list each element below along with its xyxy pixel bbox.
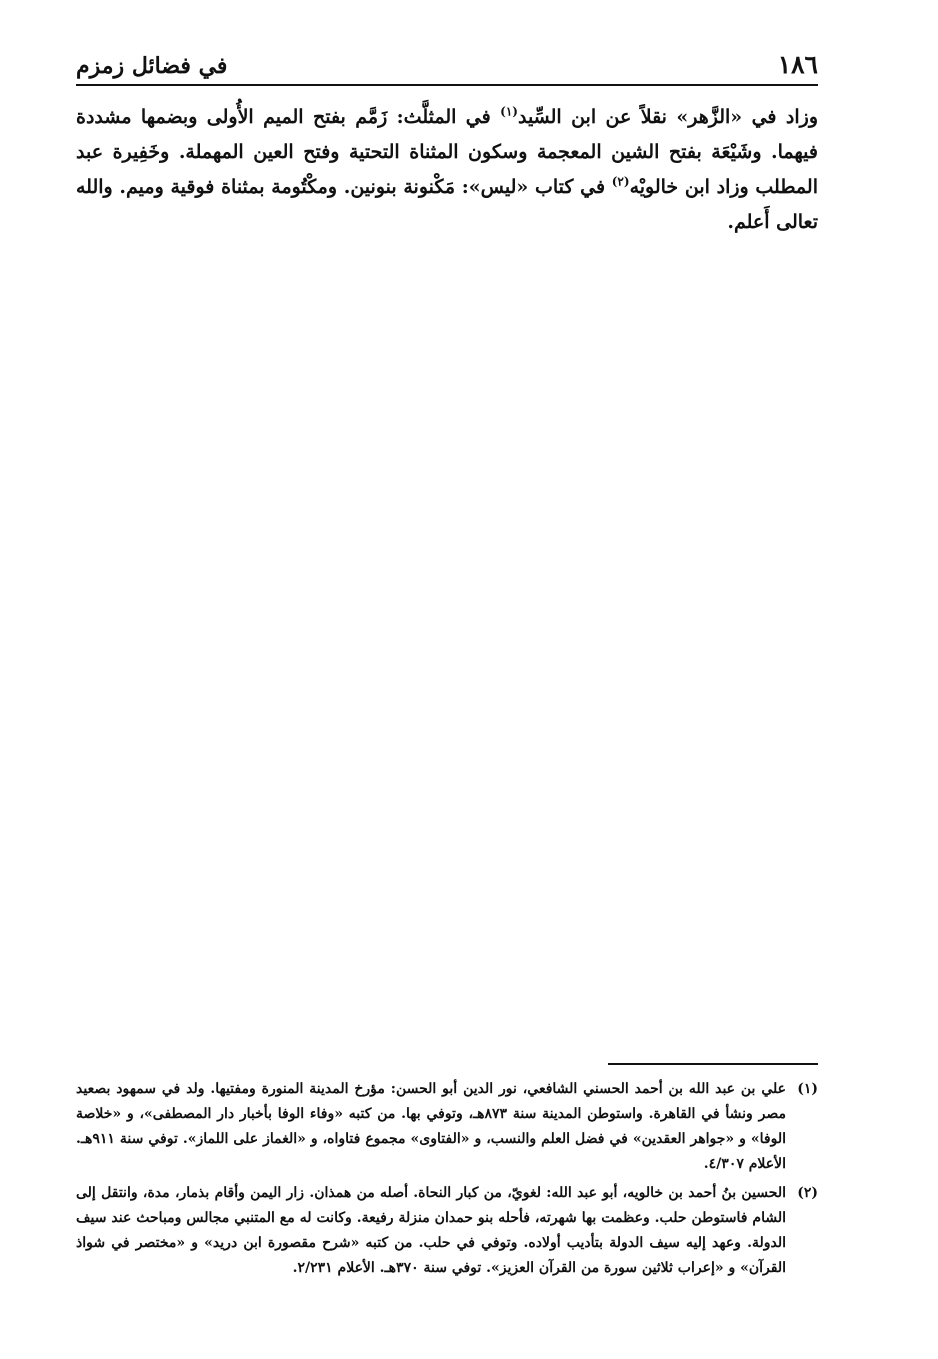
footnote-reference-2[interactable]: (٢) (611, 174, 630, 189)
footnote-2 (76, 1181, 818, 1281)
footnote-text: علي بن عبد الله بن أحمد الحسني الشافعي، نور الدين أبو الحسن: مؤرخ المدينة المنورة ومفتيها. ولد في سمهود بصعيد مصر ونشأ في القاهرة. واستوطن المدينة سنة ٨٧٣هـ، وتوفي بها. من كتبه «وفاء الوفا بأخبار دار المصطفى»، و «خلاصة الوفا» و «جواهر العقدين» في فضل العلم والنسب، و «الفتاوى» مجموع فتاواه، و «الغماز على اللماز». توفي سنة ٩١١هـ. الأعلام ٤/٣٠٧. (76, 1081, 786, 1172)
paragraph-text-part-3: في كتاب «ليس»: مَكْنونة بنونين. ومكْتُومة بمثناة فوقية وميم. والله تعالى أَعلم. (76, 176, 818, 233)
footnote-separator (608, 1063, 818, 1065)
footnotes (76, 1077, 818, 1285)
footnote-reference-1[interactable]: (١) (500, 104, 518, 119)
paragraph-text-part-2: في المثلَّث: زَمَّم بفتح الميم الأُولى وبضمها مشددة فيهما. وشَيْعَة بفتح الشين المعجمة وسكون المثناة التحتية وفتح العين المهملة. وخَفِيرة عبد المطلب وزاد ابن خالويْه (76, 106, 818, 198)
footnote-marker: (٢) (797, 1185, 818, 1201)
footnote-marker: (١) (797, 1081, 818, 1097)
running-title: في فضائل زمزم (76, 53, 228, 79)
main-paragraph (76, 100, 818, 240)
header-rule (76, 84, 818, 86)
footnote-1 (76, 1077, 818, 1177)
page-header (76, 42, 818, 86)
page-number: ١٨٦ (777, 50, 818, 79)
paragraph-text-part-1: وزاد في «الزَّهر» نقلاً عن ابن السِّيد (517, 106, 819, 128)
footnote-text: الحسين بنُ أحمد بن خالويه، أبو عبد الله: لغويّ، من كبار النحاة. أصله من همذان. زار اليمن وأقام بذمار، مدة، وانتقل إلى الشام فاستوطن حلب. وعظمت بها شهرته، فأحله بنو حمدان منزلة رفيعة. وكانت له مع المتنبي مجالس ومباحث عند سيف الدولة. وعهد إليه سيف الدولة بتأديب أولاده. وتوفي في حلب. من كتبه «شرح مقصورة ابن دريد» و «مختصر في شواذ القرآن» و «إعراب ثلاثين سورة من القرآن العزيز». توفي سنة ٣٧٠هـ. الأعلام ٢/٢٣١. (76, 1185, 786, 1276)
main-text (76, 100, 818, 240)
